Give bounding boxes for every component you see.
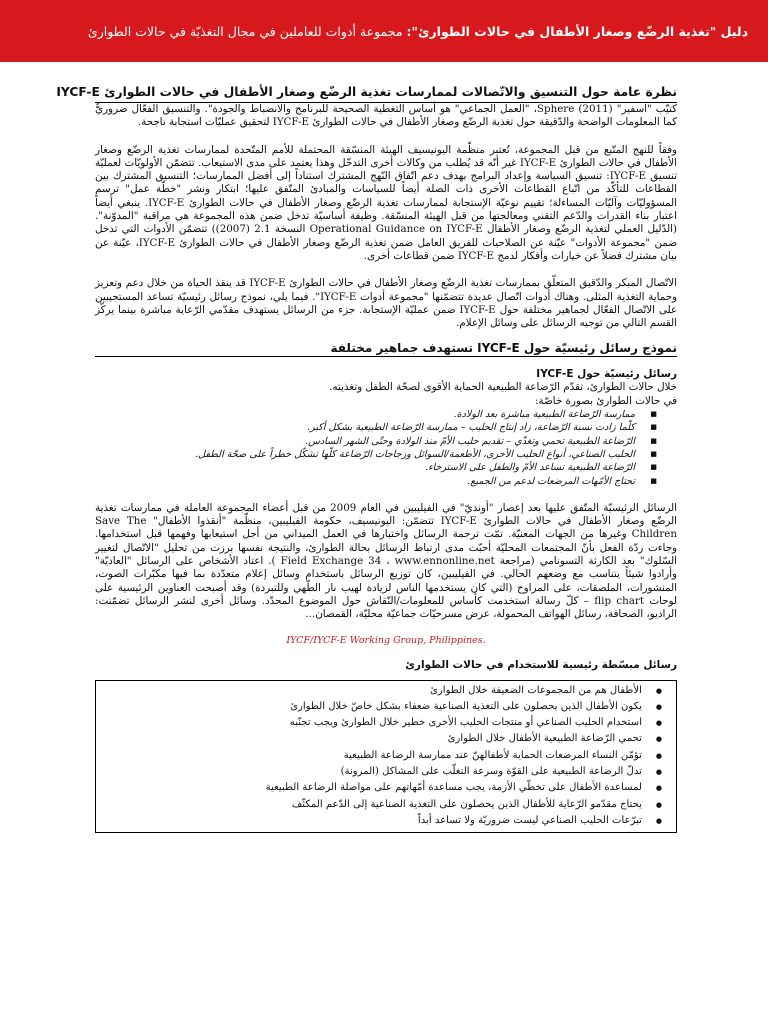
list-item: ● الأطفال هم من المجموعات الضعيفة خلال الطوارئ xyxy=(96,683,642,699)
list-item: ● تؤمّن النساء المرضعات الحماية لأطفالهنّ عند ممارسة الرضاعة الطبيعية xyxy=(96,748,642,764)
section-heading-key-messages: نموذج رسائل رئيسيّة حول IYCF-E تستهدف جماهير مختلفة xyxy=(95,340,677,357)
header-title-rest: مجموعة أدوات للعاملين في مجال التغذيّة في حالات الطوارئ xyxy=(87,24,407,39)
paragraph-coordination: وفقاً للنهج المتّبع من قبل المجموعة، تُعتبر منظّمة اليونيسيف الهيئة المنسّقة المحتملة للأمم المتّحدة لممارسات تغذية الرضّع وصغار الأطفال في حالات الطوارئ IYCF-E غير أنّه قد يُطلب من وكالات أخرى التدخّل وهذا يعتمد على مدى الاستيعاب. تتضمّن الأولويّات لعمليّة تنسيق IYCF-E: تنسيق السياسة وإعداد البرامج بهدف دعم اتّفاق النّهج المشترك استناداً إلى أفضل الممارسات؛ التنسيق المشترك بين القطاعات للتأكّد من اتّباع القطاعات الأخرى ذات الصلة أيضاً للسياسات والمبادئ المتّفق عليها؛ ابتكار ونشر "خطّة عمل" ترسم المسؤوليّات وآليّات المساءلة؛ تقييم نوعيّة الإستجابة لممارسات تغذية الرضّع وصغار الأطفال في حالات الطوارئ IYCF-E. ينبغي أيضاً اعتبار بناء القدرات والدّعم التقني ومعالجتها من قبل الهيئة المنسّقة. وظيفة أساسيّة تدخل ضمن هذه المجموعة هي مراقبة "المدوّنة". (الدّليل العملي لتغذية الرضّع وصغار الأطفال Operational Guidance on IYCF-E النسخة 2.1 (2007)) تتضمّن الأدوات التي تدخل ضمن "مجموعة الأدوات" عيّنة عن الصلاحيات للفريق العامل ضمن تغذية الرضّع وصغار الأطفال في حالات الطوارئ IYCF-E، عيّنة عن بيان مشترك فضلاً عن خيارات وأفكار لدمج IYCF-E ضمن قطاعات أخرى. xyxy=(95,143,678,262)
key-messages-list xyxy=(95,408,677,488)
paragraph-communication: الاتّصال المبكر والدّقيق المتعلّق بممارسات تغذية الرضّع وصغار الأطفال في حالات الطوارئ IYCF-E قد ينقذ الحياة من خلال دعم وتعزيز وحماية التغذية المثلى. وهناك أدوات اتّصال عديدة تتضمّنها "مجموعة أدوات IYCF-E". فيما يلي، نموذج رسائل رئيسيّة تساعد المستجيبين على الاتّصال الفعّال لجماهير مختلفة حول IYCF-E ضمن عمليّة الإستجابة. جزء من الرسائل يستهدف مقدّمي الرّعاية مباشرة بينما يركّز القسم التالي من توجيه الرسائل على وسائل الإعلام. xyxy=(95,277,677,330)
intro-line-2: في حالات الطوارئ بصورة خاصّة: xyxy=(534,394,677,407)
list-item: ■ الحليب الصناعي، أنواع الحليب الأخرى، الأطعمة/السوائل وزجاجات الرّضاعة كلّها تشكّل خطراً على صحّة الطفل. xyxy=(95,448,635,461)
list-item: ● يكون الأطفال الذين يحصلون على التغذية الصناعية ضعفاء بشكل خاصّ خلال الطوارئ xyxy=(96,699,642,715)
header-title-bold: دليل "تغذية الرضّع وصغار الأطفال في حالات الطوارئ": xyxy=(406,24,748,39)
list-item: ● لمساعدة الأطفال على تخطّي الأزمة، يجب مساعدة أمّهاتهم على مواصلة الرضاعة الطبيعية xyxy=(96,780,642,796)
intro-line-1: خلال حالات الطوارئ، تقدّم الرّضاعة الطبيعية الحماية الأقوى لصحّة الطفل وتغذيته. xyxy=(329,381,677,394)
simple-messages-list xyxy=(96,683,670,830)
subheading-key-messages: رسائل رئيسيّة حول IYCF-E xyxy=(536,368,677,381)
list-item: ■ تحتاج الأمّهات المرضعات لدعم من الجميع. xyxy=(95,475,635,488)
header-banner xyxy=(0,0,768,62)
list-item: ■ ممارسة الرّضاعة الطبيعية مباشرة بعد الولادة. xyxy=(95,408,635,421)
list-item: ■ كلّما زادت نسبة الرّضاعة، زاد إنتاج الحليب – ممارسة الرّضاعة الطبيعية بشكل أكبر. xyxy=(95,421,635,434)
list-item: ● استخدام الحليب الصناعي أو منتجات الحليب الأخرى خطير خلال الطوارئ ويجب تجنّبه xyxy=(96,715,642,731)
document-body xyxy=(56,84,678,833)
subheading-simple-messages: رسائل مبسّطة رئيسية للاستخدام في حالات الطوارئ xyxy=(405,658,677,671)
list-item: ● تدلّ الرضاعة الطبيعية على القوّة وسرعة التغلّب على المشاكل (المرونة) xyxy=(96,764,642,780)
list-item: ● يحتاج مقدّمو الرّعاية للأطفال الذين يحصلون على التغذية الصناعية إلى الدّعم المكثّف xyxy=(96,797,642,813)
paragraph-philippines: الرسائل الرئيسيّة المتّفق عليها بعد إعصار "أونديّ" في الفيليبين في العام 2009 من قبل أعضاء المجموعة العاملة في ممارسات تغذية الرضّع وصغار الأطفال في حالات الطوارئ IYCF-E تتضمّن: اليونيسيف، حكومة الفيليبين، منظّمة "أنقذوا الأطفال" Save The Children وغيرها من الجهات المعنيّة. تمّت ترجمة الرسائل واختبارها في العمل الميداني من أجل استيعابها وفهمها قبل استخدامها. وجاءت ردّة الفعل بأنّ المجتمعات المحليّة أحبّت مدى ارتباط الرسائل بحالة الطوارئ، والنتيجة نفسها برزت من تحليل "الاتّصال لتغيير السّلوك" بعد الكارثة التسونامي (مراجعة Field Exchange 34 ، www.ennonline.net ). اعتاد الأشخاص على الرسائل "العاديّة" وأرادوا شيئاً يتناسب مع وضعهم الحالي. في الفيليبين، كان توزيع الرسائل باستخدام وسائل إعلام متعدّدة بما فيها مكبّرات الصوت، المنشورات، الملصقات، على المراوح (التي كان يستخدمها الناس لزيادة لهيب نار الطّهي وللتبردة) وقد أصبحت العناوين الرئيسية على لوحات flip chart – كلّ رسالة استخدمت كأساس للمعلومات/النّقاش حول الموضوع المحدّد. وسائل أخرى لنشر الرسائل تضمّنت: الراديو، الصحافة، رسائل الهواتف المحمولة، عرض مسرحيّات جماعيّة محليّة، القمصان... xyxy=(95,501,678,621)
list-item: ■ الرّضاعة الطبيعية تساعد الأمّ والطفل على الاسترخاء. xyxy=(95,461,635,474)
paragraph-sphere: كتيّب "اسفير" Sphere (2011)، "العمل الجماعي" هو أساس التغطية الصحيحة للبرنامج والانضباط والجودة". والتنسيق الفعّال ضروريٌّ كما المعلومات الواضحة والدّقيقة حول تغذية الرضّع وصغار الأطفال في حالات الطوارئ IYCF-E لتحقيق عمليّات استجابة ناجحة. xyxy=(95,103,677,129)
source-caption: IYCF/IYCF-E Working Group, Philippines. xyxy=(286,634,486,646)
list-item: ■ الرّضاعة الطبيعية تحمي وتغذّي – تقديم حليب الأمّ منذ الولادة وحتّى الشهر السادس. xyxy=(95,435,635,448)
simple-messages-box xyxy=(95,680,677,834)
list-item: ● تبرّعات الحليب الصناعي ليست ضروريّة ولا تساعد أبداً xyxy=(96,813,642,829)
section-heading-overview: نظرة عامة حول التنسيق والاتّصالات لممارسات تغذية الرضّع وصغار الأطفال في حالات الطوارئ IYCF-E xyxy=(95,84,677,103)
list-item: ● تحمي الرّضاعة الطبيعية الأطفال خلال الطوارئ xyxy=(96,731,642,747)
